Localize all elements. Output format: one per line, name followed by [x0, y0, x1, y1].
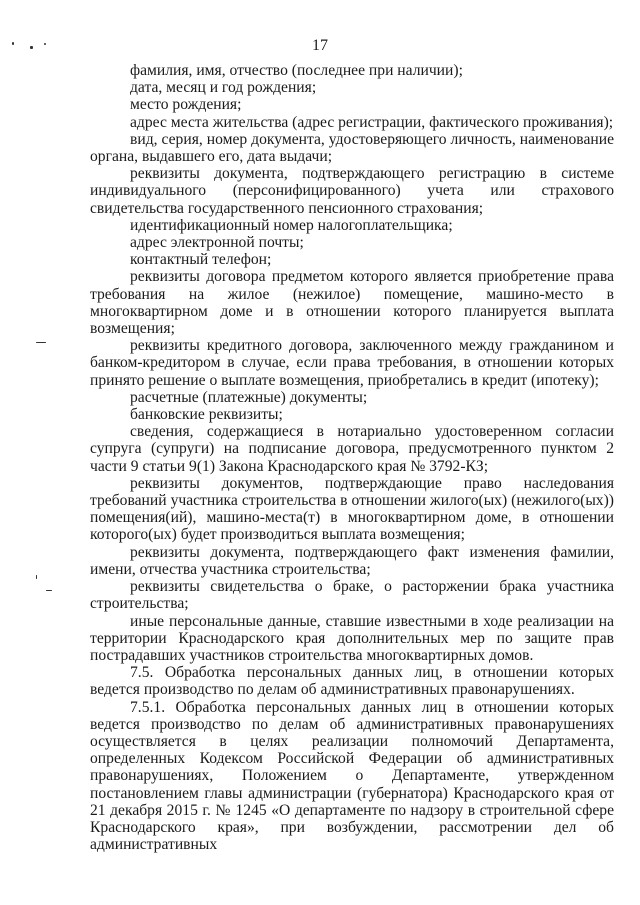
scan-artifact [44, 43, 46, 45]
list-item-inheritance: реквизиты документов, подтверждающие право наследования требований участника строительства в отношении жилого(ых) (нежилого(ых)) помещения(ий), машино-места(т) в многоквартирном доме, в отношении которого(ых) будет производиться выплата возмещения; [90, 474, 614, 544]
scan-artifact [46, 590, 52, 591]
page-number: 17 [312, 37, 328, 54]
scan-artifact [30, 46, 33, 49]
list-item-marriage-certificate: реквизиты свидетельства о браке, о расторжении брака участника строительства; [90, 578, 614, 613]
list-item-spouse-consent: сведения, содержащиеся в нотариально удостоверенном согласии супруга (супруги) на подписание договора, предусмотренного пунктом 2 части 9 статьи 9(1) Закона Краснодарского края № 3792-КЗ; [90, 423, 614, 475]
list-item-other-data: иные персональные данные, ставшие известными в ходе реализации на территории Краснодарского края дополнительных мер по защите прав пострадавших участников строительства многоквартирных домов. [90, 612, 614, 664]
list-item-birth-place: место рождения; [130, 96, 242, 114]
scan-artifact [36, 342, 46, 343]
list-item-bank-details: банковские реквизиты; [130, 406, 283, 424]
list-item-name-change: реквизиты документа, подтверждающего факт изменения фамилии, имени, отчества участника строительства; [90, 543, 614, 578]
section-7-5-1: 7.5.1. Обработка персональных данных лиц в отношении которых ведется производство по делам об административных правонарушениях осуществляется в целях реализации полномочий Департамента, определенных Кодексом Российской Федерации об административных правонарушениях, Положением о Департаменте, утвержденном постановлением главы администрации (губернатора) Краснодарского края от 21 декабря 2015 г. № 1245 «О департаменте по надзору в строительной сфере Краснодарского края», при возбуждении, рассмотрении дел об административных [90, 698, 614, 854]
list-item-identity-document: вид, серия, номер документа, удостоверяющего личность, наименование органа, выдавшего его, дата выдачи; [90, 130, 614, 166]
scan-artifact [12, 42, 14, 45]
list-item-payment-documents: расчетные (платежные) документы; [130, 388, 368, 406]
list-item-pension-registration: реквизиты документа, подтверждающего регистрацию в системе индивидуального (персонифицированного) учета или страхового свидетельства государственного пенсионного страхования; [90, 165, 614, 217]
list-item-full-name: фамилия, имя, отчество (последнее при наличии); [130, 62, 463, 79]
list-item-email: адрес электронной почты; [130, 234, 304, 252]
document-text [90, 62, 614, 853]
list-item-phone: контактный телефон; [130, 251, 272, 269]
list-item-address: адрес места жительства (адрес регистрации, фактического проживания); [130, 113, 614, 131]
list-item-credit-agreement: реквизиты кредитного договора, заключенного между гражданином и банком-кредитором в случае, если права требования, в отношении которых принято решение о выплате возмещения, приобретались в кредит (ипотеку); [90, 337, 614, 389]
list-item-birth-date: дата, месяц и год рождения; [130, 79, 317, 97]
list-item-tax-number: идентификационный номер налогоплательщика; [130, 216, 453, 234]
list-item-contract-details: реквизиты договора предметом которого является приобретение права требования на жилое (нежилое) помещение, машино-место в многоквартирном доме и в отношении которого планируется выплата возмещения; [90, 268, 614, 338]
section-7-5: 7.5. Обработка персональных данных лиц, в отношении которых ведется производство по делам об административных правонарушениях. [90, 664, 614, 699]
scan-artifact [36, 575, 37, 579]
